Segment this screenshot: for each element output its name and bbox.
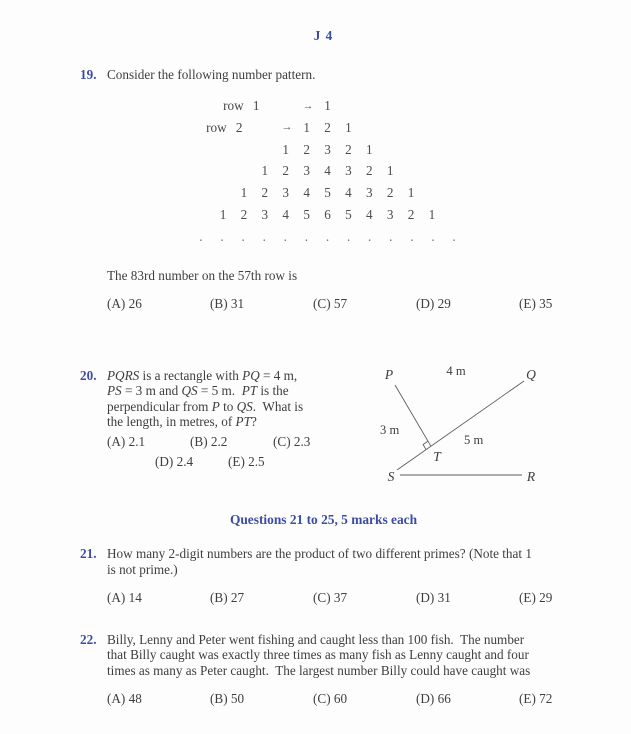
options-row [107,590,567,606]
pattern-numbers: 1 [324,98,331,113]
geometry-diagram [378,361,548,487]
option-a: (A) 48 [107,691,142,707]
vertex-label-p: P [384,366,394,382]
pattern-row [191,204,464,226]
pattern-row [191,182,464,204]
pattern-numbers: 1 2 3 4 3 2 1 [261,163,394,179]
question-text: Billy, Lenny and Peter went fishing and caught less than 100 fish. The number that Billy caught was exactly three times as many fish as Lenny caught and four times as many as Peter caught. The largest number Billy could have caught was [107,631,531,678]
measure-pq: 4 m [446,363,466,378]
measure-qs: 5 m [464,432,484,447]
pattern-numbers: 1 2 3 4 5 6 5 4 3 2 1 [219,206,436,222]
question-prompt: The 83rd number on the 57th row is [107,267,298,283]
option-b: (B) 2.2 [190,433,228,449]
pattern-row [191,139,464,161]
option-a: (A) 14 [107,590,142,606]
option-d: (D) 2.4 [155,454,194,470]
question-number: 19. [80,66,97,82]
ellipsis-dots: . . . . . . . . . . . . . [199,228,456,244]
pattern-row [191,117,464,139]
option-b: (B) 50 [210,691,245,707]
pattern-ellipsis-row [191,226,464,248]
vertex-label-s: S [387,468,395,484]
section-heading: Questions 21 to 25, 5 marks each [229,511,418,527]
options-row [107,691,567,707]
question-number: 21. [80,546,97,562]
vertex-label-q: Q [526,366,536,382]
options-row [107,296,567,312]
option-c: (C) 57 [313,296,348,312]
option-e: (E) 35 [519,296,553,312]
option-c: (C) 2.3 [273,433,311,449]
question-text: PQRS is a rectangle with PQ = 4 m, PS = 3 m and QS = 5 m. PT is the perpendicular from P to QS. What is the length, in metres, of PT? [107,367,304,430]
row-label: row 2 [206,119,243,135]
pattern-row [191,160,464,182]
option-e: (E) 29 [519,590,553,606]
pattern-numbers: 1 2 1 [303,119,352,135]
diagonal-sq-line [397,381,524,470]
question-19 [80,67,567,312]
options-row [155,454,335,470]
option-a: (A) 26 [107,296,142,312]
vertex-label-r: R [526,468,536,484]
pattern-numbers: 1 2 3 2 1 [282,141,373,157]
option-a: (A) 2.1 [107,433,146,449]
question-text: Consider the following number pattern. [107,66,316,82]
right-arrow-icon: → [302,99,314,112]
right-arrow-icon: → [281,121,293,134]
page-header: J 4 [313,28,334,43]
question-text: How many 2-digit numbers are the product of two different primes? (Note that 1 is not prime.) [107,546,532,577]
option-b: (B) 31 [210,296,245,312]
question-number: 20. [80,367,97,383]
question-21 [80,546,567,606]
question-22 [80,632,567,707]
pattern-numbers: 1 2 3 4 5 4 3 2 1 [240,185,415,201]
option-e: (E) 2.5 [228,454,265,470]
question-20 [80,363,567,484]
option-e: (E) 72 [519,691,553,707]
option-c: (C) 60 [313,691,348,707]
pattern-row [191,95,464,117]
measure-ps: 3 m [380,422,400,437]
perpendicular-pt-line [395,385,431,446]
options-row [107,434,367,450]
option-d: (D) 66 [416,691,451,707]
question-number: 22. [80,631,97,647]
row-label: row 1 [223,98,260,113]
vertex-label-t: T [433,448,441,464]
option-d: (D) 31 [416,590,451,606]
option-c: (C) 37 [313,590,348,606]
option-d: (D) 29 [416,296,451,312]
option-b: (B) 27 [210,590,245,606]
number-pattern [191,95,464,248]
